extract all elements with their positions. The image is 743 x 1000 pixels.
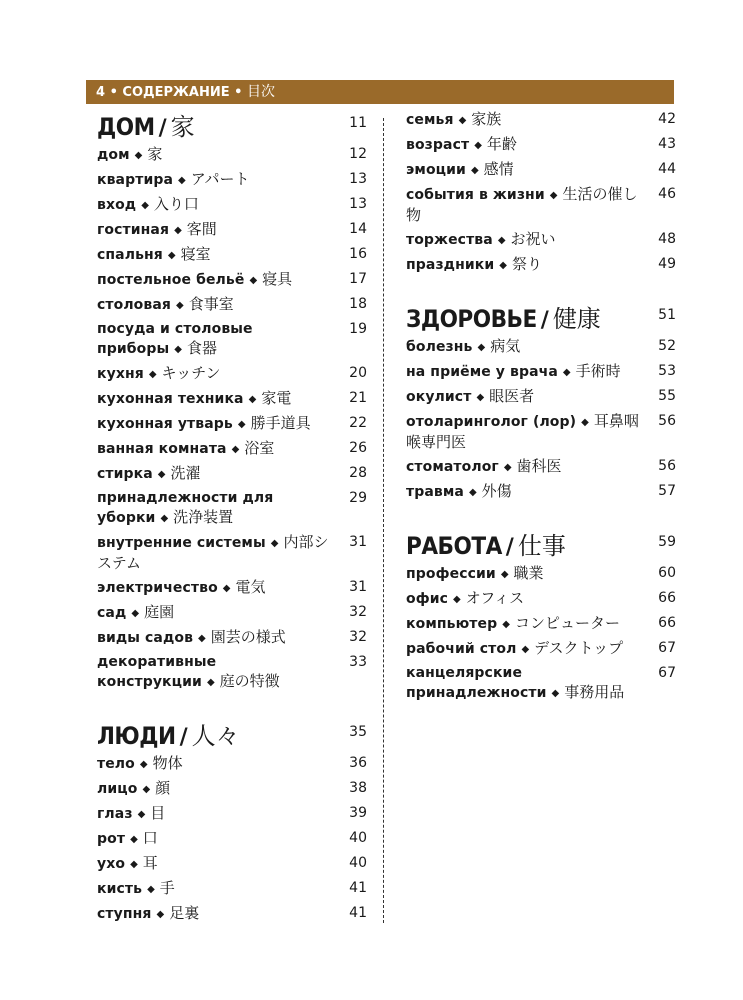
entry-title-jp: アパート — [190, 170, 250, 188]
entry-title-ru: гостиная — [97, 222, 170, 238]
toc-entry — [406, 230, 676, 251]
entry-page-number: 40 — [349, 830, 367, 846]
diamond-separator-icon: ◆ — [270, 538, 279, 549]
toc-entry — [406, 362, 676, 383]
section-title-slash: / — [540, 308, 549, 333]
entry-title-jp: 目 — [150, 804, 166, 822]
entry-title-jp: 洗浄装置 — [173, 508, 234, 526]
entry-page-number: 41 — [349, 905, 367, 921]
entry-page-number: 32 — [349, 604, 367, 620]
entry-page-number: 49 — [658, 256, 676, 272]
entry-title-jp: 寝具 — [262, 270, 293, 288]
diamond-separator-icon: ◆ — [141, 200, 149, 211]
toc-entry — [97, 603, 367, 624]
toc-entry — [406, 387, 676, 408]
toc-entry — [406, 589, 676, 610]
entry-title-ru: ступня — [97, 906, 152, 922]
entry-page-number: 52 — [658, 338, 676, 354]
entry-title-ru: кухонная техника — [97, 391, 244, 407]
entry-title-jp: 職業 — [513, 564, 544, 582]
header-title-ru: СОДЕРЖАНИЕ — [122, 85, 230, 100]
toc-entry — [97, 220, 367, 241]
toc-entry — [97, 879, 367, 900]
section-heading — [97, 110, 367, 144]
entry-title-ru: рот — [97, 831, 126, 847]
toc-entry — [97, 628, 367, 649]
diamond-separator-icon: ◆ — [500, 569, 509, 580]
toc-column-right — [406, 110, 676, 708]
entry-title-ru: профессии — [406, 566, 496, 582]
running-header — [86, 80, 674, 104]
diamond-separator-icon: ◆ — [248, 394, 257, 405]
entry-title-jp: キッチン — [161, 364, 221, 382]
section-gap — [97, 697, 367, 719]
diamond-separator-icon: ◆ — [474, 140, 482, 151]
toc-entry — [406, 337, 676, 358]
diamond-separator-icon: ◆ — [131, 608, 140, 619]
section-page-number: 51 — [658, 307, 676, 323]
section-title-ru: ЛЮДИ — [97, 722, 176, 750]
diamond-separator-icon: ◆ — [503, 462, 512, 473]
toc-entry — [406, 412, 676, 453]
entry-title-ru: постельное бельё — [97, 272, 245, 288]
diamond-separator-icon: ◆ — [147, 884, 155, 895]
entry-page-number: 43 — [658, 136, 676, 152]
entry-title-ru: канцелярские принадлежности — [406, 665, 547, 701]
section-title-ru: ДОМ — [97, 113, 155, 141]
entry-title-ru: возраст — [406, 137, 470, 153]
section-heading — [406, 302, 676, 336]
entry-title-jp: 食事室 — [188, 295, 234, 313]
entry-page-number: 32 — [349, 629, 367, 645]
toc-entry — [97, 389, 367, 410]
diamond-separator-icon: ◆ — [174, 344, 182, 355]
entry-title-jp: コンピューター — [514, 614, 620, 632]
entry-title-jp: 物体 — [152, 754, 183, 772]
diamond-separator-icon: ◆ — [453, 594, 461, 605]
entry-title-ru: вход — [97, 197, 137, 213]
entry-title-ru: посуда и столовые приборы — [97, 321, 253, 357]
entry-title-ru: электричество — [97, 580, 218, 596]
entry-page-number: 56 — [658, 413, 676, 429]
entry-page-number: 19 — [349, 321, 367, 337]
toc-entry — [97, 653, 367, 693]
section-title-slash: / — [179, 725, 188, 750]
toc-entry — [97, 464, 367, 485]
header-title-jp: 目次 — [247, 84, 275, 100]
diamond-separator-icon: ◆ — [581, 417, 589, 428]
toc-entry — [406, 482, 676, 503]
section-title-slash: / — [505, 535, 514, 560]
toc-entry — [97, 829, 367, 850]
toc-entry — [97, 754, 367, 775]
entry-title-jp: 歯科医 — [516, 457, 562, 475]
entry-page-number: 16 — [349, 246, 367, 262]
diamond-separator-icon: ◆ — [470, 165, 479, 176]
entry-title-ru: рабочий стол — [406, 641, 517, 657]
toc-entry — [406, 564, 676, 585]
diamond-separator-icon: ◆ — [249, 275, 258, 286]
entry-page-number: 66 — [658, 615, 676, 631]
diamond-separator-icon: ◆ — [142, 784, 151, 795]
entry-title-ru: торжества — [406, 232, 493, 248]
entry-title-jp: 入り口 — [153, 195, 199, 213]
diamond-separator-icon: ◆ — [130, 859, 138, 870]
diamond-separator-icon: ◆ — [476, 392, 485, 403]
entry-title-jp: 勝手道具 — [250, 414, 311, 432]
toc-entry — [406, 255, 676, 276]
diamond-separator-icon: ◆ — [458, 115, 467, 126]
section-title-jp: 人々 — [191, 722, 240, 750]
diamond-separator-icon: ◆ — [502, 619, 510, 630]
header-bullet: • — [109, 85, 118, 100]
entry-title-ru: события в жизни — [406, 187, 545, 203]
entry-title-ru: тело — [97, 756, 135, 772]
diamond-separator-icon: ◆ — [130, 834, 138, 845]
section-title-ru: РАБОТА — [406, 532, 502, 560]
entry-page-number: 67 — [658, 640, 676, 656]
entry-title-jp: 感情 — [483, 160, 514, 178]
toc-entry — [97, 145, 367, 166]
diamond-separator-icon: ◆ — [237, 419, 246, 430]
toc-entry — [406, 135, 676, 156]
diamond-separator-icon: ◆ — [497, 235, 506, 246]
entry-title-ru: декоративные конструкции — [97, 654, 217, 690]
entry-page-number: 17 — [349, 271, 367, 287]
diamond-separator-icon: ◆ — [206, 677, 215, 688]
toc-entry — [406, 160, 676, 181]
toc-entry — [406, 614, 676, 635]
entry-title-jp: 家族 — [471, 110, 502, 128]
entry-title-ru: принадлежности для уборки — [97, 490, 274, 526]
toc-entry — [97, 533, 367, 574]
entry-title-ru: семья — [406, 112, 454, 128]
entry-page-number: 53 — [658, 363, 676, 379]
entry-title-ru: отоларинголог (лор) — [406, 414, 577, 430]
section-title-jp: 健康 — [552, 305, 601, 333]
toc-entry — [97, 295, 367, 316]
section-gap — [406, 280, 676, 302]
toc-entry — [97, 578, 367, 599]
toc-entry — [97, 364, 367, 385]
section-heading — [406, 529, 676, 563]
toc-entry — [97, 320, 367, 360]
toc-entry — [406, 457, 676, 478]
entry-title-ru: дом — [97, 147, 130, 163]
entry-title-ru: кисть — [97, 881, 143, 897]
entry-title-jp: 病気 — [490, 337, 521, 355]
toc-entry — [406, 664, 676, 704]
entry-page-number: 21 — [349, 390, 367, 406]
entry-title-jp: 寝室 — [180, 245, 211, 263]
entry-page-number: 41 — [349, 880, 367, 896]
entry-page-number: 31 — [349, 579, 367, 595]
diamond-separator-icon: ◆ — [156, 909, 165, 920]
diamond-separator-icon: ◆ — [174, 225, 182, 236]
toc-entry — [97, 414, 367, 435]
entry-title-ru: офис — [406, 591, 449, 607]
entry-title-ru: на приёме у врача — [406, 364, 558, 380]
entry-page-number: 56 — [658, 458, 676, 474]
section-page-number: 11 — [349, 115, 367, 131]
entry-title-ru: стоматолог — [406, 459, 499, 475]
entry-page-number: 22 — [349, 415, 367, 431]
entry-title-jp: 園芸の様式 — [210, 628, 286, 646]
entry-page-number: 60 — [658, 565, 676, 581]
entry-title-jp: 手術時 — [575, 362, 621, 380]
entry-page-number: 18 — [349, 296, 367, 312]
entry-title-jp: 年齢 — [486, 135, 517, 153]
entry-title-ru: эмоции — [406, 162, 466, 178]
diamond-separator-icon: ◆ — [198, 633, 206, 644]
entry-title-jp: 眼医者 — [489, 387, 535, 405]
entry-title-jp: 生活の催し物 — [406, 185, 638, 224]
entry-page-number: 29 — [349, 490, 367, 506]
entry-title-jp: 庭の特徴 — [219, 672, 280, 690]
entry-title-ru: глаз — [97, 806, 133, 822]
diamond-separator-icon: ◆ — [499, 260, 507, 271]
diamond-separator-icon: ◆ — [549, 190, 558, 201]
entry-title-ru: ванная комната — [97, 441, 227, 457]
entry-page-number: 66 — [658, 590, 676, 606]
entry-title-jp: 家 — [147, 145, 163, 163]
entry-title-jp: 庭園 — [144, 603, 175, 621]
entry-page-number: 38 — [349, 780, 367, 796]
toc-entry — [406, 639, 676, 660]
entry-title-jp: 祭り — [511, 255, 542, 273]
entry-title-jp: 耳鼻咽喉専門医 — [406, 412, 639, 451]
entry-title-jp: 口 — [142, 829, 158, 847]
toc-entry — [97, 854, 367, 875]
entry-title-jp: 内部システム — [97, 533, 329, 572]
entry-page-number: 40 — [349, 855, 367, 871]
section-page-number: 35 — [349, 724, 367, 740]
entry-title-jp: 顔 — [155, 779, 171, 797]
diamond-separator-icon: ◆ — [477, 342, 486, 353]
toc-entry — [97, 245, 367, 266]
entry-page-number: 39 — [349, 805, 367, 821]
entry-title-ru: сад — [97, 605, 127, 621]
entry-page-number: 13 — [349, 196, 367, 212]
entry-page-number: 28 — [349, 465, 367, 481]
entry-page-number: 26 — [349, 440, 367, 456]
entry-page-number: 36 — [349, 755, 367, 771]
entry-title-ru: болезнь — [406, 339, 473, 355]
entry-page-number: 48 — [658, 231, 676, 247]
diamond-separator-icon: ◆ — [157, 469, 166, 480]
entry-title-jp: 足裏 — [169, 904, 200, 922]
entry-page-number: 46 — [658, 186, 676, 202]
entry-page-number: 20 — [349, 365, 367, 381]
section-title-slash: / — [158, 116, 167, 141]
entry-title-ru: компьютер — [406, 616, 498, 632]
toc-entry — [97, 270, 367, 291]
diamond-separator-icon: ◆ — [139, 759, 148, 770]
toc-entry — [406, 185, 676, 226]
section-title-jp: 家 — [170, 113, 195, 141]
header-bullet: • — [234, 85, 243, 100]
entry-title-ru: травма — [406, 484, 464, 500]
entry-title-jp: オフィス — [465, 589, 525, 607]
toc-entry — [97, 489, 367, 529]
diamond-separator-icon: ◆ — [178, 175, 186, 186]
entry-title-ru: кухонная утварь — [97, 416, 233, 432]
section-heading — [97, 719, 367, 753]
entry-title-jp: 浴室 — [244, 439, 275, 457]
entry-title-jp: 外傷 — [481, 482, 512, 500]
diamond-separator-icon: ◆ — [468, 487, 477, 498]
entry-title-ru: виды садов — [97, 630, 194, 646]
entry-page-number: 12 — [349, 146, 367, 162]
entry-title-ru: лицо — [97, 781, 138, 797]
section-gap — [406, 507, 676, 529]
toc-entry — [97, 904, 367, 925]
diamond-separator-icon: ◆ — [551, 688, 560, 699]
toc-entry — [97, 779, 367, 800]
diamond-separator-icon: ◆ — [167, 250, 176, 261]
entry-title-jp: 客間 — [186, 220, 217, 238]
diamond-separator-icon: ◆ — [160, 513, 169, 524]
entry-title-jp: デスクトップ — [534, 639, 624, 657]
toc-entry — [97, 170, 367, 191]
diamond-separator-icon: ◆ — [521, 644, 530, 655]
entry-title-ru: спальня — [97, 247, 163, 263]
entry-title-jp: お祝い — [510, 230, 556, 248]
entry-title-ru: ухо — [97, 856, 126, 872]
entry-page-number: 44 — [658, 161, 676, 177]
toc-entry — [406, 110, 676, 131]
entry-title-ru: столовая — [97, 297, 171, 313]
toc-entry — [97, 195, 367, 216]
entry-title-ru: стирка — [97, 466, 153, 482]
diamond-separator-icon: ◆ — [222, 583, 231, 594]
entry-title-jp: 食器 — [186, 339, 217, 357]
section-title-ru: ЗДОРОВЬЕ — [406, 305, 537, 333]
toc-column-left — [97, 110, 367, 929]
entry-page-number: 57 — [658, 483, 676, 499]
entry-title-jp: 耳 — [142, 854, 158, 872]
entry-page-number: 67 — [658, 665, 676, 681]
entry-title-jp: 洗濯 — [170, 464, 201, 482]
diamond-separator-icon: ◆ — [134, 150, 143, 161]
diamond-separator-icon: ◆ — [231, 444, 240, 455]
diamond-separator-icon: ◆ — [137, 809, 146, 820]
column-divider — [383, 118, 384, 923]
entry-page-number: 33 — [349, 654, 367, 670]
entry-page-number: 42 — [658, 111, 676, 127]
diamond-separator-icon: ◆ — [562, 367, 571, 378]
section-page-number: 59 — [658, 534, 676, 550]
entry-title-jp: 事務用品 — [564, 683, 625, 701]
entry-title-ru: окулист — [406, 389, 472, 405]
entry-title-ru: кухня — [97, 366, 144, 382]
diamond-separator-icon: ◆ — [148, 369, 157, 380]
entry-title-ru: праздники — [406, 257, 495, 273]
entry-title-ru: квартира — [97, 172, 174, 188]
entry-title-jp: 手 — [159, 879, 175, 897]
entry-page-number: 14 — [349, 221, 367, 237]
entry-page-number: 13 — [349, 171, 367, 187]
entry-page-number: 31 — [349, 534, 367, 550]
entry-page-number: 55 — [658, 388, 676, 404]
toc-entry — [97, 439, 367, 460]
toc-entry — [97, 804, 367, 825]
entry-title-jp: 電気 — [235, 578, 266, 596]
entry-title-ru: внутренние системы — [97, 535, 266, 551]
page-number: 4 — [96, 85, 106, 100]
section-title-jp: 仕事 — [517, 532, 566, 560]
entry-title-jp: 家電 — [261, 389, 292, 407]
diamond-separator-icon: ◆ — [176, 300, 184, 311]
